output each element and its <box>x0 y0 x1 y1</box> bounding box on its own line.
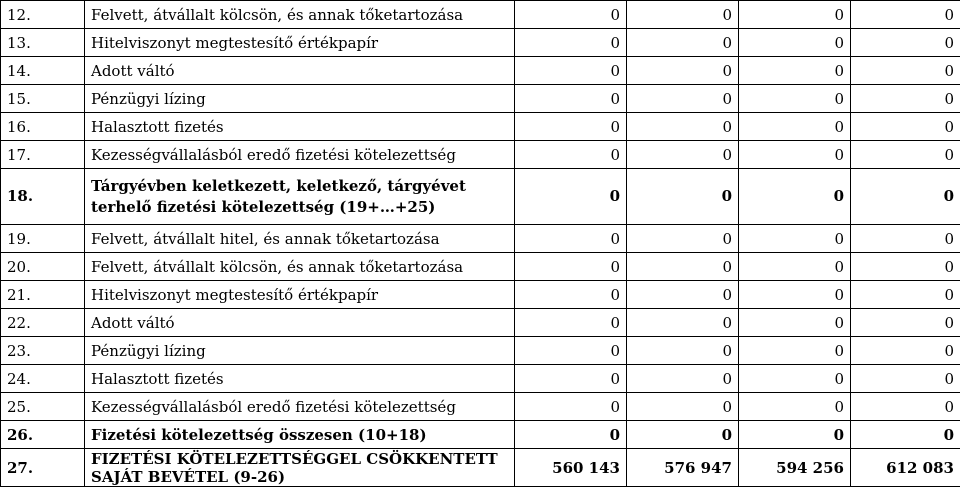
value-cell: 0 <box>627 421 739 449</box>
table-row <box>1 141 960 169</box>
value-cell: 0 <box>851 393 960 421</box>
table-row <box>1 253 960 281</box>
value-cell: 0 <box>851 1 960 29</box>
value-cell: 0 <box>515 421 627 449</box>
table-row <box>1 365 960 393</box>
row-label: Adott váltó <box>85 57 515 85</box>
value-cell: 0 <box>851 281 960 309</box>
value-cell: 0 <box>515 365 627 393</box>
value-cell: 0 <box>739 29 851 57</box>
value-cell: 0 <box>627 169 739 225</box>
value-cell: 0 <box>739 337 851 365</box>
row-label: Halasztott fizetés <box>85 365 515 393</box>
row-label: Kezességvállalásból eredő fizetési kötelezettség <box>85 393 515 421</box>
value-cell: 0 <box>627 85 739 113</box>
value-cell: 0 <box>627 365 739 393</box>
value-cell: 0 <box>851 253 960 281</box>
value-cell: 0 <box>627 113 739 141</box>
value-cell: 0 <box>739 57 851 85</box>
table-row <box>1 85 960 113</box>
net-revenue-row <box>1 449 960 487</box>
value-cell: 0 <box>515 393 627 421</box>
row-label: Felvett, átvállalt kölcsön, és annak tőketartozása <box>85 253 515 281</box>
row-number: 19. <box>1 225 85 253</box>
row-number: 26. <box>1 421 85 449</box>
value-cell: 0 <box>515 225 627 253</box>
row-label: Hitelviszonyt megtestesítő értékpapír <box>85 281 515 309</box>
row-number: 22. <box>1 309 85 337</box>
value-cell: 0 <box>739 393 851 421</box>
value-cell: 0 <box>627 141 739 169</box>
value-cell: 612 083 <box>851 449 960 487</box>
row-label: Adott váltó <box>85 309 515 337</box>
value-cell: 0 <box>851 57 960 85</box>
row-number: 24. <box>1 365 85 393</box>
row-label: Felvett, átvállalt hitel, és annak tőketartozása <box>85 225 515 253</box>
value-cell: 0 <box>851 225 960 253</box>
value-cell: 0 <box>515 1 627 29</box>
value-cell: 0 <box>515 141 627 169</box>
row-label: Kezességvállalásból eredő fizetési kötelezettség <box>85 141 515 169</box>
row-number: 13. <box>1 29 85 57</box>
value-cell: 0 <box>627 393 739 421</box>
table-row <box>1 309 960 337</box>
row-number: 16. <box>1 113 85 141</box>
table-row <box>1 57 960 85</box>
value-cell: 0 <box>627 253 739 281</box>
row-number: 14. <box>1 57 85 85</box>
value-cell: 0 <box>515 57 627 85</box>
value-cell: 0 <box>515 337 627 365</box>
value-cell: 0 <box>515 29 627 57</box>
value-cell: 0 <box>627 1 739 29</box>
value-cell: 0 <box>739 309 851 337</box>
value-cell: 0 <box>851 141 960 169</box>
row-label: Tárgyévben keletkezett, keletkező, tárgyévet terhelő fizetési kötelezettség (19+…+25) <box>85 169 515 225</box>
value-cell: 0 <box>739 421 851 449</box>
value-cell: 0 <box>515 309 627 337</box>
value-cell: 0 <box>739 281 851 309</box>
value-cell: 0 <box>851 365 960 393</box>
value-cell: 594 256 <box>739 449 851 487</box>
value-cell: 0 <box>515 169 627 225</box>
table-row <box>1 29 960 57</box>
row-label: Fizetési kötelezettség összesen (10+18) <box>85 421 515 449</box>
row-label: Felvett, átvállalt kölcsön, és annak tőketartozása <box>85 1 515 29</box>
row-number: 21. <box>1 281 85 309</box>
value-cell: 0 <box>851 169 960 225</box>
value-cell: 0 <box>515 85 627 113</box>
value-cell: 0 <box>515 281 627 309</box>
row-number: 17. <box>1 141 85 169</box>
value-cell: 0 <box>851 309 960 337</box>
value-cell: 0 <box>739 1 851 29</box>
value-cell: 0 <box>739 225 851 253</box>
value-cell: 0 <box>739 113 851 141</box>
value-cell: 0 <box>851 29 960 57</box>
subtotal-row <box>1 169 960 225</box>
table-row <box>1 225 960 253</box>
total-row <box>1 421 960 449</box>
row-label: Halasztott fizetés <box>85 113 515 141</box>
value-cell: 0 <box>627 29 739 57</box>
row-label: Pénzügyi lízing <box>85 337 515 365</box>
table-row <box>1 337 960 365</box>
value-cell: 0 <box>515 113 627 141</box>
row-number: 12. <box>1 1 85 29</box>
row-number: 18. <box>1 169 85 225</box>
row-number: 25. <box>1 393 85 421</box>
value-cell: 576 947 <box>627 449 739 487</box>
value-cell: 0 <box>627 225 739 253</box>
table-row <box>1 113 960 141</box>
row-number: 15. <box>1 85 85 113</box>
value-cell: 0 <box>739 253 851 281</box>
row-label: Hitelviszonyt megtestesítő értékpapír <box>85 29 515 57</box>
row-label: FIZETÉSI KÖTELEZETTSÉGGEL CSÖKKENTETT SAJÁT BEVÉTEL (9-26) <box>85 449 515 487</box>
row-number: 20. <box>1 253 85 281</box>
value-cell: 0 <box>627 309 739 337</box>
value-cell: 560 143 <box>515 449 627 487</box>
table-row <box>1 1 960 29</box>
value-cell: 0 <box>627 57 739 85</box>
table-row <box>1 281 960 309</box>
value-cell: 0 <box>739 169 851 225</box>
value-cell: 0 <box>739 85 851 113</box>
value-cell: 0 <box>851 421 960 449</box>
row-label: Pénzügyi lízing <box>85 85 515 113</box>
table-row <box>1 393 960 421</box>
value-cell: 0 <box>515 253 627 281</box>
value-cell: 0 <box>627 281 739 309</box>
value-cell: 0 <box>739 365 851 393</box>
row-number: 27. <box>1 449 85 487</box>
row-number: 23. <box>1 337 85 365</box>
value-cell: 0 <box>739 141 851 169</box>
value-cell: 0 <box>851 85 960 113</box>
value-cell: 0 <box>851 113 960 141</box>
value-cell: 0 <box>627 337 739 365</box>
value-cell: 0 <box>851 337 960 365</box>
